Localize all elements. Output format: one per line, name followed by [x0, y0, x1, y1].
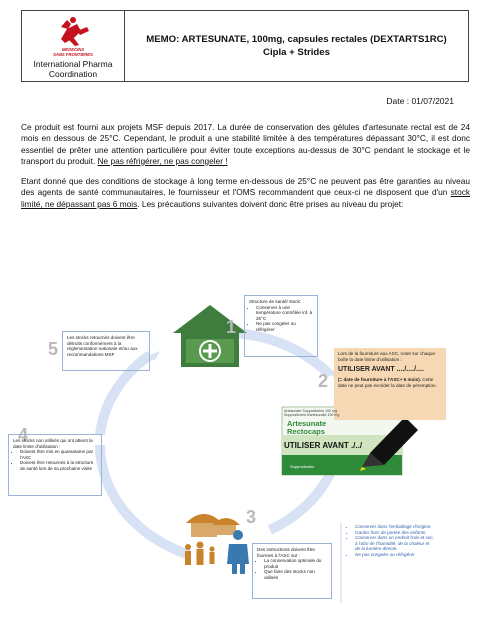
step-1-bullet-2: • Ne pas congeler ou réfrigérer	[256, 321, 313, 332]
step-4-bullet-2: • Doivent être retournés à la structure de santé lors de sa prochaine visite	[20, 460, 97, 471]
logo-text-line2: SANS FRONTIERES	[53, 51, 93, 57]
step-2-number: 2	[318, 371, 329, 391]
paragraph-stock-end: . Les précautions suivantes doivent donc être prises au niveau du projet:	[137, 198, 404, 209]
step-3-box	[252, 543, 332, 599]
step-5-box	[62, 331, 150, 371]
title-line2: Cipla + Strides	[263, 47, 330, 58]
step-5-number: 5	[48, 339, 59, 359]
msf-logo-icon	[53, 15, 93, 47]
step-3-bullet-1: • La conservation optimale du produit	[264, 558, 327, 569]
community-figures-icon	[185, 514, 249, 574]
package-footer: Suppositories	[290, 464, 315, 469]
step-3-number: 3	[246, 507, 257, 527]
step-2-use-before-label: UTILISER AVANT ..../..../....	[338, 366, 424, 374]
org-line2: Coordination	[48, 69, 98, 80]
process-diagram	[0, 285, 480, 635]
paragraph-stock-text: Etant donné que des conditions de stockage à long terme en-dessous de 25°C ne peuvent pas être garanties au niveau des agents de santé communautaires, le fournisseur et l'OMS recommandent que ceux-ci ne disposent que d'un	[21, 176, 470, 198]
package-line2: Suppositoires d'artesunate 100 mg	[284, 413, 340, 418]
logo-text-line1: MEDECINS	[61, 47, 85, 52]
storage-tip-2: • Garder hors de portée des enfants.	[355, 530, 434, 536]
step-3-bullet-2: • Que faire des stocks non utilisés	[264, 569, 327, 580]
step-4-title: Les stocks non utilisés qui ont atteint la date limite d'utilisation :	[13, 438, 93, 449]
paragraph-stock	[21, 176, 470, 210]
step-1-number: 1	[226, 317, 237, 337]
org-line1: International Pharma	[33, 59, 113, 70]
package-brand-line1: Artesunate	[287, 419, 327, 428]
step-2-note-lead: (= date de fourniture à l'ASC+ 6 mois).	[338, 377, 422, 383]
logo-cell	[22, 11, 125, 81]
paragraph-stock-limit: stock limité, ne dépassant pas 6 mois	[21, 187, 470, 209]
paragraph-intro	[21, 122, 470, 167]
paragraph-intro-warning: Ne pas réfrigérer, ne pas congeler !	[97, 155, 228, 166]
package-brand-line2: Rectocaps	[287, 426, 325, 436]
storage-tips	[344, 521, 438, 561]
package-line1: Artesunate Suppositories 100 mg	[284, 409, 338, 413]
title-line1: MEMO: ARTESUNATE, 100mg, capsules rectales (DEXTARTS1RC)	[146, 34, 447, 45]
step-1-bullet-1: • Conserver à une température contrôlée inf. à 25°C	[256, 305, 313, 322]
memo-title	[125, 11, 468, 81]
storage-tip-3: • Conserver dans un endroit frais et sec, à l'abri de l'humidité, de la chaleur et de la lumière directe.	[355, 535, 434, 552]
memo-header	[21, 10, 469, 82]
logo-text	[53, 48, 93, 57]
step-2-intro: Lors de la fourniture aux ASC, noter sur chaque boîte la date limite d'utilisation :	[338, 351, 436, 362]
step-2-note-rest: Cette date ne peut pas excéder la date de péremption.	[338, 377, 437, 388]
step-4-bullet-1: • Doivent être mis en quarantaine par l'ASC	[20, 449, 97, 460]
storage-tip-4: • Ne pas congeler ou réfrigérer	[355, 552, 434, 558]
package-use-before-stamp: UTILISER AVANT ./../	[284, 441, 363, 450]
paragraph-intro-text: Ce produit est fourni aux projets MSF depuis 2017. La durée de conservation des gélules d'artesunate rectal est de 24 mois en dessous de 25°C. Cependant, le produit a une stabilité limitée à des températures dépassant 30°C, il est donc essentiel de prêter une attention particulière pour éviter toute exceptions au-dessus de 30°C pendant le stockage et le transport du produit.	[21, 122, 470, 166]
package-small-text	[284, 409, 400, 417]
package-brand	[287, 420, 326, 435]
step-5-title: Les stocks retournés doivent être détruits conformément à la réglementation nationale et/ou aux recommandations MSF	[67, 335, 138, 357]
organization-name	[34, 59, 113, 79]
memo-date: Date : 01/07/2021	[386, 96, 454, 106]
step-4-number: 4	[18, 425, 29, 445]
step-1-title: Structure de santé/ stock:	[249, 299, 302, 304]
step-1-box	[244, 295, 318, 357]
step-3-title: Des instructions doivent être fournies à l'ASC sur :	[257, 547, 315, 558]
step-4-box	[8, 434, 102, 496]
storage-tip-1: • Conserver dans l'emballage d'origine.	[355, 524, 434, 530]
